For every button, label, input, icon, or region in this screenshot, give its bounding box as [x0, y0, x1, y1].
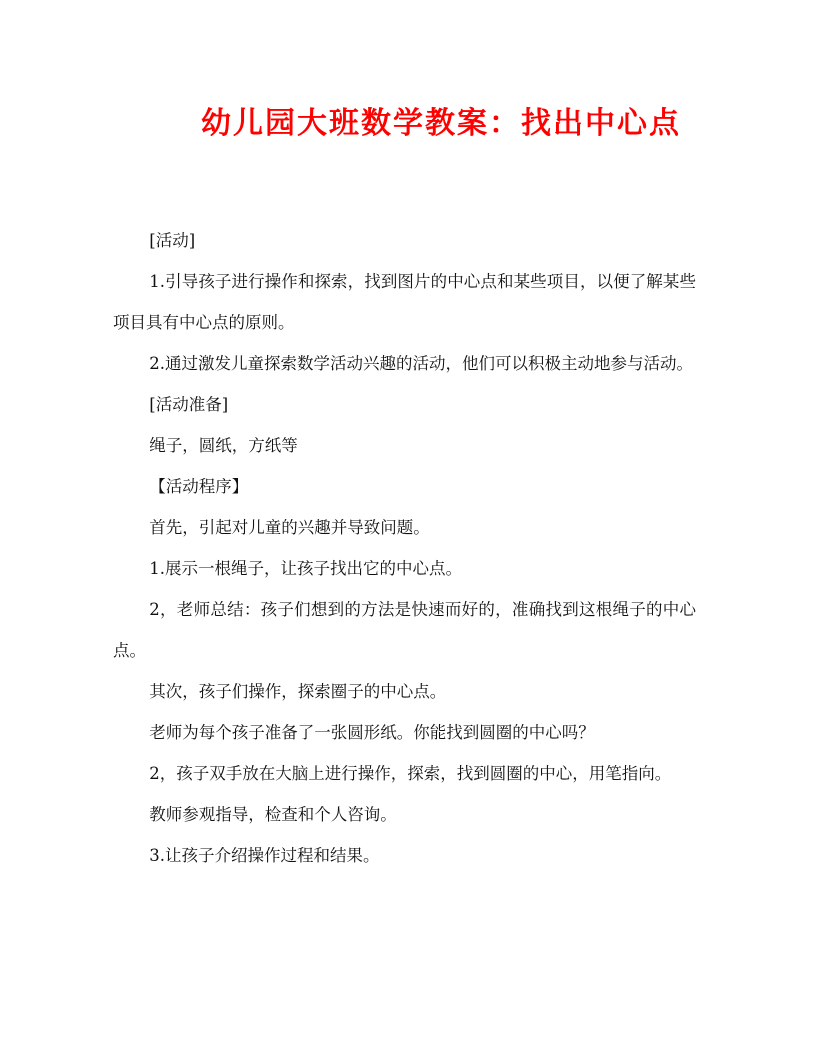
paragraph-children-present: 3.让孩子介绍操作过程和结果。: [149, 846, 380, 865]
paragraph-rope-demo: 1.展示一根绳子，让孩子找出它的中心点。: [149, 559, 463, 578]
paragraph-preparation-heading: [活动准备]: [149, 395, 229, 414]
paragraph-teacher-summary: 2，老师总结：孩子们想到的方法是快速而好的，准确找到这根绳子的中心点。: [113, 600, 696, 660]
paragraph-step-first: 首先，引起对儿童的兴趣并导致问题。: [149, 518, 430, 537]
document-title: 幼儿园大班数学教案：找出中心点: [201, 106, 681, 141]
paragraph-goal-2: 2.通过激发儿童探索数学活动兴趣的活动，他们可以积极主动地参与活动。: [149, 354, 694, 373]
paragraph-activity-heading: [活动]: [149, 231, 196, 250]
paragraph-materials: 绳子，圆纸，方纸等: [149, 436, 298, 455]
paragraph-hands-on: 2，孩子双手放在大脑上进行操作，探索，找到圆圈的中心，用笔指向。: [149, 764, 672, 783]
paragraph-step-second: 其次，孩子们操作，探索圈子的中心点。: [149, 682, 447, 701]
paragraph-circle-paper: 老师为每个孩子准备了一张圆形纸。你能找到圆圈的中心吗？: [149, 723, 595, 742]
paragraph-procedure-heading: 【活动程序】: [149, 477, 249, 496]
paragraph-teacher-guidance: 教师参观指导，检查和个人咨询。: [149, 805, 397, 824]
paragraph-goal-1: 1.引导孩子进行操作和探索，找到图片的中心点和某些项目，以便了解某些项目具有中心点的原则。: [113, 272, 696, 332]
document-body: [113, 220, 696, 876]
